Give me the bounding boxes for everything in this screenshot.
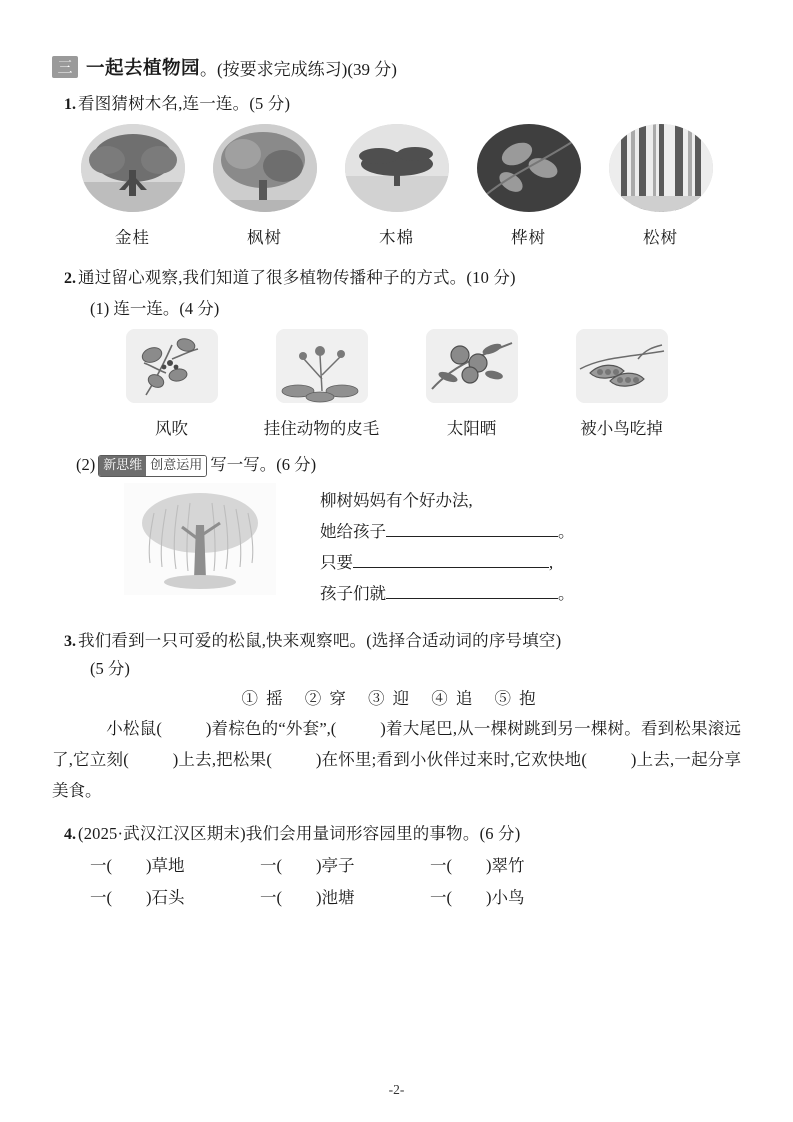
- question-3-options: [52, 685, 741, 709]
- measure-word-item[interactable]: [430, 852, 600, 876]
- measure-noun-2: )亭子: [316, 856, 355, 876]
- para-part-4: 另一棵树。看到松果滚远了,它立刻(: [52, 719, 742, 770]
- measure-word-row: [52, 852, 741, 876]
- option-1[interactable]: ① 摇: [241, 689, 285, 709]
- question-1-text: 看图猜树木名,连一连。(5 分): [78, 94, 291, 113]
- option-4[interactable]: ④ 追: [431, 689, 475, 709]
- willow-line-2: [320, 518, 575, 542]
- pea-pod-picture[interactable]: [576, 329, 668, 403]
- tree-label[interactable]: 木棉: [379, 228, 414, 247]
- willow-line-2-text: 她给孩子: [320, 522, 386, 542]
- seed-label-row: [52, 415, 741, 439]
- measure-word-item[interactable]: [260, 852, 430, 876]
- measure-word-item[interactable]: [90, 852, 260, 876]
- question-3-prompt: [52, 627, 741, 651]
- measure-noun-6: )小鸟: [486, 888, 525, 908]
- new-thinking-badge: [98, 455, 207, 477]
- seed-label[interactable]: 风吹: [155, 419, 188, 438]
- tree-picture-row: [52, 124, 741, 212]
- pine-forest-photo[interactable]: [609, 124, 713, 212]
- question-3-score: (5 分): [90, 659, 130, 679]
- willow-line-4-text: 孩子们就: [320, 584, 386, 604]
- measure-noun-4: )石头: [146, 888, 185, 908]
- question-1: [52, 90, 741, 248]
- measure-open-6: 一(: [430, 888, 452, 908]
- question-3-paragraph: [52, 713, 741, 806]
- willow-tree-picture[interactable]: [124, 483, 276, 595]
- question-3-text: 我们看到一只可爱的松鼠,快来观察吧。(选择合适动词的序号填空): [78, 631, 562, 651]
- seed-label[interactable]: 被小鸟吃掉: [580, 419, 663, 438]
- page-number: -2-: [388, 1082, 405, 1097]
- question-4-prompt: [52, 820, 741, 844]
- question-1-prompt: [52, 90, 741, 114]
- question-2: [52, 264, 741, 611]
- willow-line-3-tail: ,: [549, 553, 554, 573]
- measure-open-4: 一(: [90, 888, 112, 908]
- question-2-sub2: [52, 451, 741, 477]
- question-4-text: (2025·武汉江汉区期末)我们会用量词形容园里的事物。(6 分): [78, 824, 521, 844]
- willow-answer-lines: [320, 483, 575, 611]
- answer-blank-3[interactable]: [386, 582, 558, 599]
- measure-word-row: [52, 884, 741, 908]
- birch-leaf-photo[interactable]: [477, 124, 581, 212]
- measure-open-3: 一(: [430, 856, 452, 876]
- para-part-7: 里;看到小伙伴过来时,它欢快地(: [354, 750, 587, 770]
- willow-line-3-text: 只要: [320, 553, 353, 573]
- willow-line-2-tail: 。: [558, 522, 575, 542]
- willow-line-1-text: 柳树妈妈有个好办法,: [320, 491, 473, 511]
- question-4: [52, 820, 741, 908]
- tree-label[interactable]: 金桂: [115, 228, 150, 247]
- para-part-3: )着大尾巴,从一棵树跳到: [380, 719, 558, 739]
- osmanthus-tree-photo[interactable]: [81, 124, 185, 212]
- maple-tree-photo[interactable]: [213, 124, 317, 212]
- section-title: 一起去植物园: [86, 59, 201, 79]
- section-header: [52, 54, 741, 80]
- seed-label[interactable]: 挂住动物的皮毛: [263, 419, 380, 438]
- question-3-number: 3.: [64, 633, 76, 651]
- willow-line-4-tail: 。: [558, 584, 575, 604]
- measure-word-item[interactable]: [260, 884, 430, 908]
- answer-blank-2[interactable]: [353, 551, 549, 568]
- para-part-2: )着棕色的“外套”,(: [205, 719, 337, 739]
- option-5[interactable]: ⑤ 抱: [494, 689, 538, 709]
- measure-noun-1: )草地: [146, 856, 185, 876]
- para-part-6: )在怀: [315, 750, 355, 770]
- question-2-prompt: [52, 264, 741, 288]
- para-part-1: 小松鼠(: [106, 719, 162, 739]
- sub2-prefix: (2): [76, 455, 96, 474]
- question-2-sub1: (1) 连一连。(4 分): [90, 299, 220, 318]
- answer-blank-1[interactable]: [386, 520, 558, 537]
- seed-picture-row: [52, 329, 741, 403]
- tree-label[interactable]: 松树: [643, 228, 678, 247]
- willow-line-1: [320, 487, 575, 511]
- question-3: [52, 627, 741, 806]
- question-4-number: 4.: [64, 826, 76, 844]
- willow-writing-block: [52, 483, 741, 611]
- pomegranate-fruit-picture[interactable]: [426, 329, 518, 403]
- measure-open-5: 一(: [260, 888, 282, 908]
- measure-noun-5: )池塘: [316, 888, 355, 908]
- kapok-tree-photo[interactable]: [345, 124, 449, 212]
- question-1-number: 1.: [64, 96, 76, 113]
- section-subtitle: 。(按要求完成练习)(39 分): [200, 59, 397, 79]
- willow-line-3: [320, 549, 575, 573]
- question-2-number: 2.: [64, 270, 76, 287]
- measure-word-item[interactable]: [430, 884, 600, 908]
- measure-word-item[interactable]: [90, 884, 260, 908]
- burdock-plant-picture[interactable]: [276, 329, 368, 403]
- tree-label-row: [52, 224, 741, 248]
- para-part-5: )上去,把松果(: [172, 750, 272, 770]
- dandelion-branch-picture[interactable]: [126, 329, 218, 403]
- seed-label[interactable]: 太阳晒: [446, 419, 497, 438]
- sub2-suffix: 写一写。(6 分): [210, 455, 317, 474]
- willow-line-4: [320, 580, 575, 604]
- measure-noun-3: )翠竹: [486, 856, 525, 876]
- question-2-text: 通过留心观察,我们知道了很多植物传播种子的方式。(10 分): [78, 268, 516, 287]
- para-part-8: )上去,一起分享美食。: [52, 750, 742, 801]
- tree-label[interactable]: 桦树: [511, 228, 546, 247]
- tree-label[interactable]: 枫树: [247, 228, 282, 247]
- badge-light-text: 创意运用: [146, 456, 206, 476]
- option-2[interactable]: ② 穿: [304, 689, 348, 709]
- section-number-badge: 三: [52, 56, 78, 78]
- measure-open-2: 一(: [260, 856, 282, 876]
- option-3[interactable]: ③ 迎: [367, 689, 412, 709]
- measure-open-1: 一(: [90, 856, 112, 876]
- badge-dark-text: 新思维: [99, 456, 146, 476]
